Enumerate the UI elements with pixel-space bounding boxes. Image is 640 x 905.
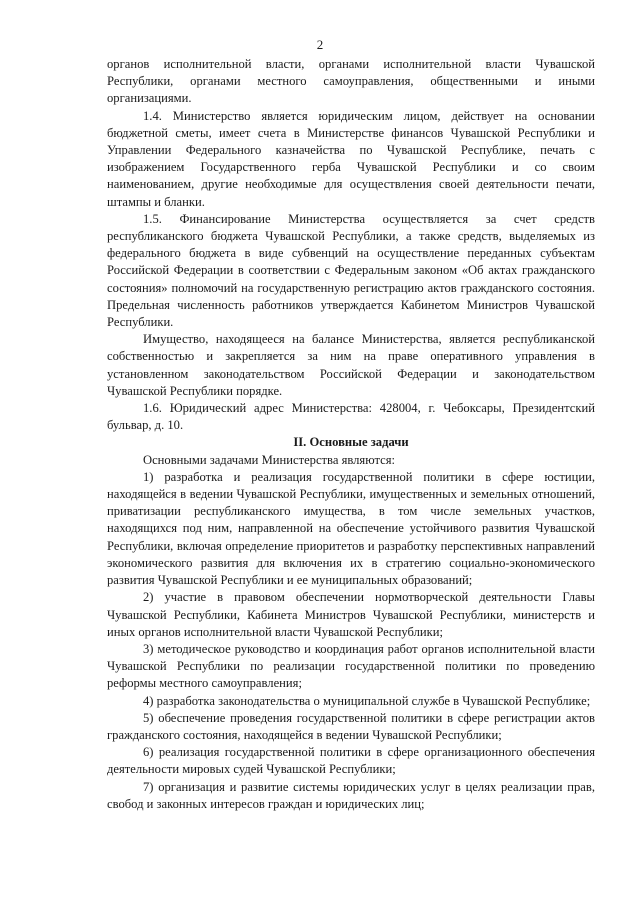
task-item-1: 1) разработка и реализация государственной политики в сфере юстиции, находящейся в ведении Чувашской Республики, имущественных и земельных отношений, приватизации республиканского имущества, в том числе земельных участков, находящихся под ним, направленной на обеспечение устойчивого развития Чувашской Республики, включая определение приоритетов и разработку перспективных направлений экономического развития для включения их в стратегию социально-экономического развития Чувашской Республики и ее муниципальных образований; <box>107 469 595 588</box>
paragraph-1-4: 1.4. Министерство является юридическим лицом, действует на основании бюджетной сметы, имеет счета в Министерстве финансов Чувашской Республики и Управлении Федерального казначейства по Чувашской Республике, печать с изображением Государственного герба Чувашской Республики и со своим наименованием, другие необходимые для осуществления своей деятельности печати, штампы и бланки. <box>107 108 595 209</box>
task-item-2: 2) участие в правовом обеспечении нормотворческой деятельности Главы Чувашской Республики, Кабинета Министров Чувашской Республики, министерств и иных органов исполнительной власти Чувашской Республики; <box>107 590 595 639</box>
page-number: 2 <box>316 37 324 52</box>
task-item-7: 7) организация и развитие системы юридических услуг в целях реализации прав, свобод и законных интересов граждан и юридических лиц; <box>107 779 595 811</box>
task-item-5: 5) обеспечение проведения государственной политики в сфере регистрации актов гражданского состояния, находящейся в ведении Чувашской Республики; <box>107 710 595 742</box>
paragraph-1-6: 1.6. Юридический адрес Министерства: 428004, г. Чебоксары, Президентский бульвар, д. 10. <box>107 401 595 433</box>
section-heading: II. Основные задачи <box>293 435 409 450</box>
task-item-6: 6) реализация государственной политики в сфере организационного обеспечения деятельности мировых судей Чувашской Республики; <box>107 745 595 777</box>
paragraph-property: Имущество, находящееся на балансе Министерства, является республиканской собственностью и закрепляется за ним на праве оперативного управления в установленном законодательством Российской Федерации и законодательством Чувашской Республики порядке. <box>107 332 595 398</box>
paragraph-continuation: органов исполнительной власти, органами исполнительной власти Чувашской Республики, органами местного самоуправления, общественными и иными организациями. <box>107 57 595 106</box>
task-item-3: 3) методическое руководство и координация работ органов исполнительной власти Чувашской Республики по реализации государственной политики по проведению реформы местного самоуправления; <box>107 641 595 691</box>
document-body <box>107 56 595 813</box>
paragraph-1-5: 1.5. Финансирование Министерства осуществляется за счет средств республиканского бюджета Чувашской Республики, а также средств, выделяемых из федерального бюджета в виде субвенций на осуществление переданных субъектам Российской Федерации в соответствии с Федеральным законом «Об актах гражданского состояния» полномочий на государственную регистрацию актов гражданского состояния. Предельная численность работников утверждается Кабинетом Министров Чувашской Республики. <box>107 211 595 330</box>
task-item-4: 4) разработка законодательства о муниципальной службе в Чувашской Республике; <box>143 693 591 708</box>
tasks-intro: Основными задачами Министерства являются: <box>143 452 396 467</box>
